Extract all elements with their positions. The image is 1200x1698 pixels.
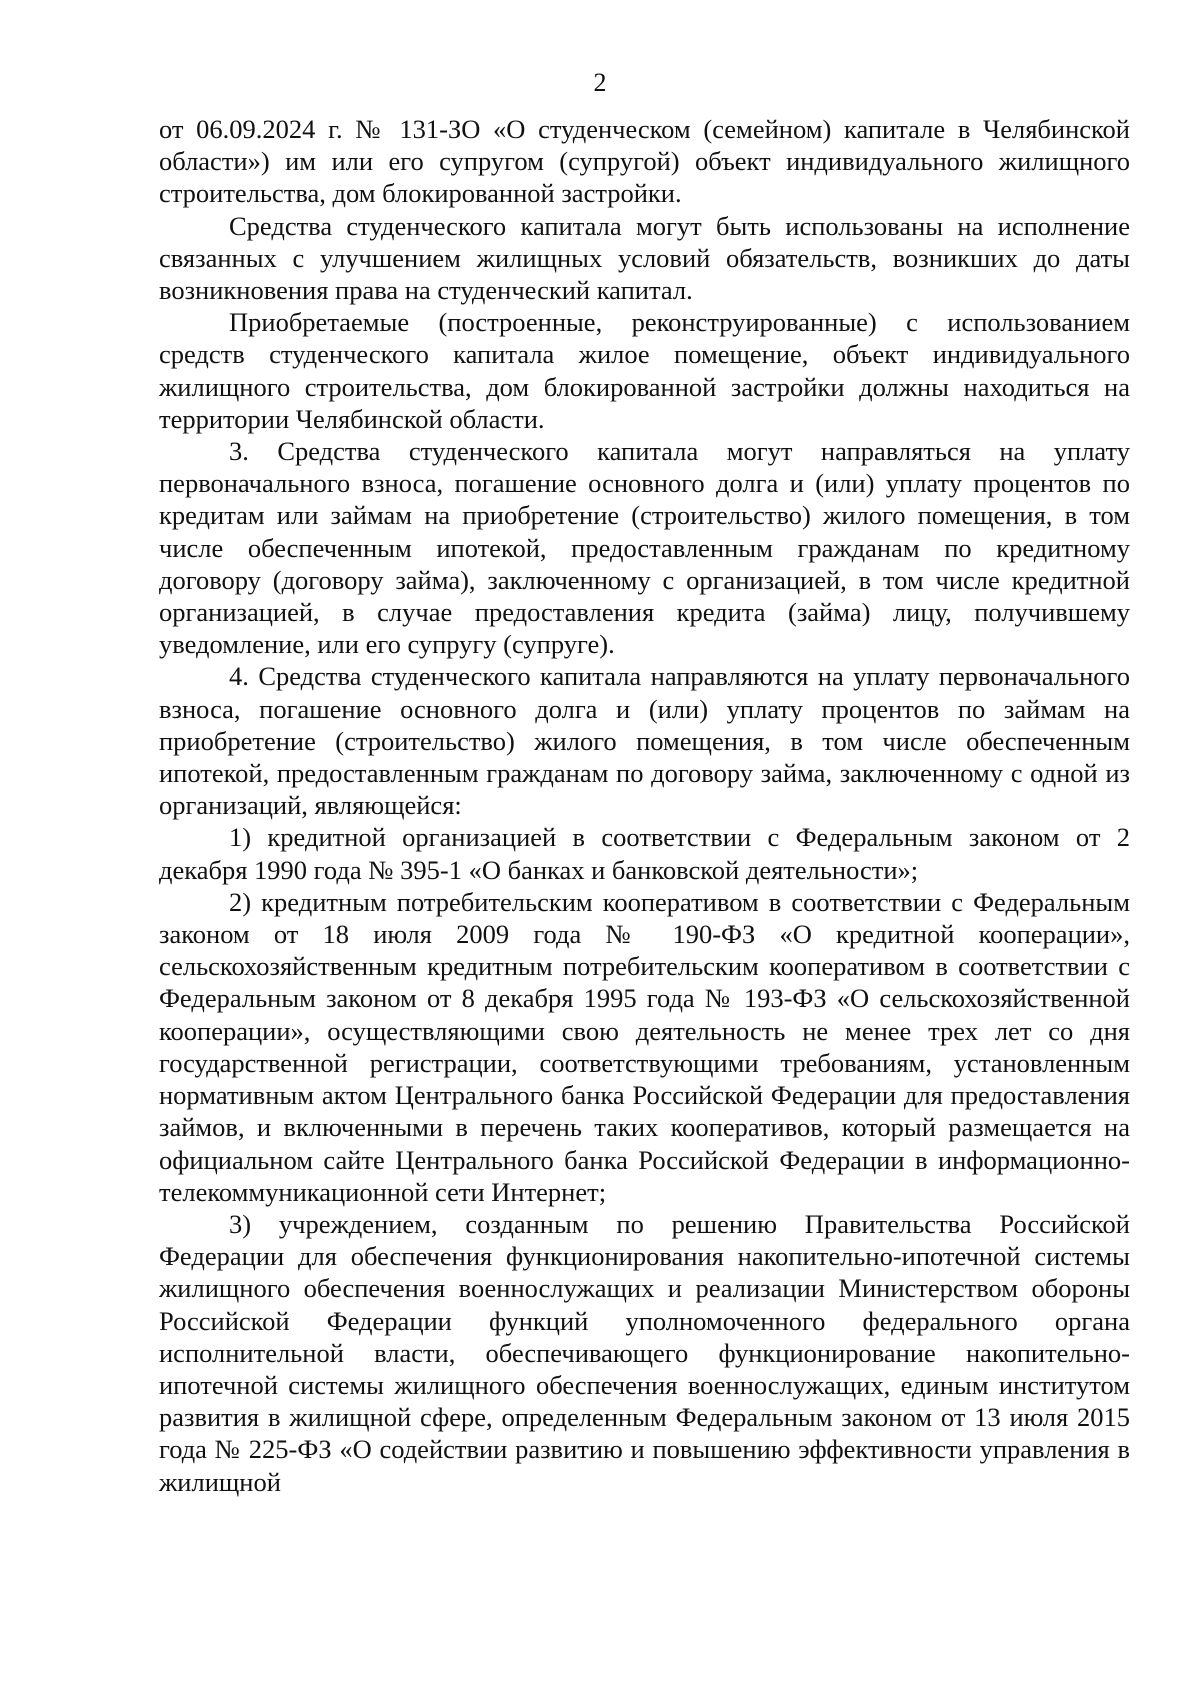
paragraph-item-4: 4. Средства студенческого капитала направляются на уплату первоначального взноса, погашение основного долга и (или) уплату процентов по займам на приобретение (строительство) жилого помещения, в том числе обеспеченным ипотекой, предоставленным гражданам по договору займа, заключенному с одной из организаций, являющейся: xyxy=(159,661,1130,821)
document-body xyxy=(159,113,1130,1498)
paragraph-territory: Приобретаемые (построенные, реконструированные) с использованием средств студенческого капитала жилое помещение, объект индивидуального жилищного строительства, дом блокированной застройки должны находиться на территории Челябинской области. xyxy=(159,307,1130,434)
subitem-1: 1) кредитной организацией в соответствии с Федеральным законом от 2 декабря 1990 года № 395-1 «О банках и банковской деятельности»; xyxy=(159,822,1130,885)
page-number: 2 xyxy=(593,68,607,97)
paragraph-item-3: 3. Средства студенческого капитала могут направляться на уплату первоначального взноса, погашение основного долга и (или) уплату процентов по кредитам или займам на приобретение (строительство) жилого помещения, в том числе обеспеченным ипотекой, предоставленным гражданам по кредитному договору (договору займа), заключенному с организацией, в том числе кредитной организацией, в случае предоставления кредита (займа) лицу, получившему уведомление, или его супругу (супруге). xyxy=(159,436,1130,660)
subitem-2: 2) кредитным потребительским кооперативом в соответствии с Федеральным законом от 18 июля 2009 года № 190-ФЗ «О кредитной кооперации», сельскохозяйственным кредитным потребительским кооперативом в соответствии с Федеральным законом от 8 декабря 1995 года № 193-ФЗ «О сельскохозяйственной кооперации», осуществляющими свою деятельность не менее трех лет со дня государственной регистрации, соответствующими требованиям, установленным нормативным актом Центрального банка Российской Федерации для предоставления займов, и включенными в перечень таких кооперативов, который размещается на официальном сайте Центрального банка Российской Федерации в информационно-телекоммуникационной сети Интернет; xyxy=(159,886,1130,1207)
subitem-3: 3) учреждением, созданным по решению Правительства Российской Федерации для обеспечения функционирования накопительно-ипотечной системы жилищного обеспечения военнослужащих и реализации Министерством обороны Российской Федерации функций уполномоченного федерального органа исполнительной власти, обеспечивающего функционирование накопительно-ипотечной системы жилищного обеспечения военнослужащих, единым институтом развития в жилищной сфере, определенным Федеральным законом от 13 июля 2015 года № 225-ФЗ «О содействии развитию и повышению эффективности управления в жилищной xyxy=(159,1208,1130,1497)
paragraph-continuation: от 06.09.2024 г. № 131-ЗО «О студенческом (семейном) капитале в Челябинской области») им или его супругом (супругой) объект индивидуального жилищного строительства, дом блокированной застройки. xyxy=(159,114,1130,209)
paragraph-usage-obligations: Средства студенческого капитала могут быть использованы на исполнение связанных с улучшением жилищных условий обязательств, возникших до даты возникновения права на студенческий капитал. xyxy=(159,210,1130,306)
